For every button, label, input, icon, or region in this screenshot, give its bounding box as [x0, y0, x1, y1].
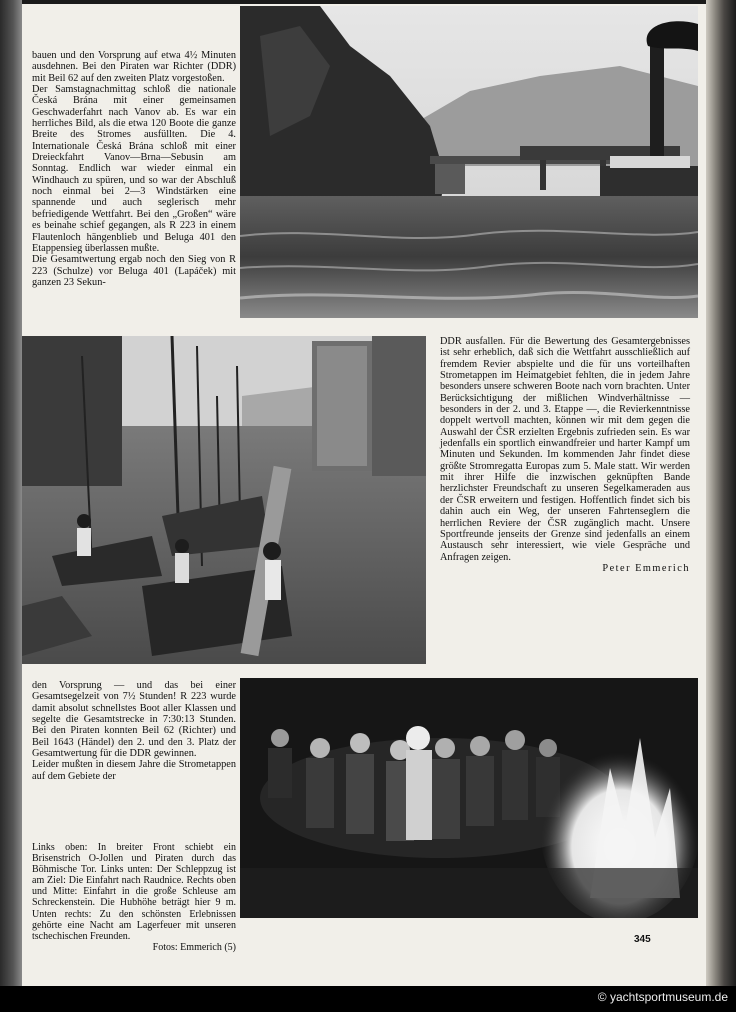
paragraph: bauen und den Vorsprung auf etwa 4½ Minuten ausdehnen. Bei den Piraten war Richter (DDR) mit Beil 62 auf den zweiten Platz vorgestoßen. [32, 50, 236, 84]
paragraph: Die Gesamtwertung ergab noch den Sieg von R 223 (Schulze) vor Beluga 401 (Lapáček) mit ganzen 23 Sekun- [32, 254, 236, 288]
magazine-page [22, 4, 706, 986]
photo-towed-boats-raudnice [22, 336, 426, 664]
author-signature: Peter Emmerich [602, 562, 690, 574]
book-spine-edge [706, 0, 736, 990]
paragraph: DDR ausfallen. Für die Bewertung des Gesamtergebnisses ist sehr erheblich, daß sich die Wettfahrt ausschließlich auf fremdem Revier abspielte und die für uns vorteilhaften Strometappen im Heimatgebiet fehlten, die in jedem Jahre besonders unsere schweren Boote nach vorn brachten. Unter Berücksichtigung der mißlichen Windverhältnisse — besonders in der 2. und 3. Etappe —, die Revierkenntnisse doppelt wertvoll machten, können wir mit dem gegen die Auswahl der ČSR erzielten Ergebnis zufrieden sein. Es war jedenfalls ein sportlich einwandfreier und harter Kampf um Minuten und Sekunden. Im kommenden Jahr findet diese größte Stromregatta Europas zum 5. Male statt. Wir werden mit ihrer Hilfe die inzwischen geknüpften Bande herzlichster Freundschaft zu unseren Segelkameraden aus der ČSR erweitern und festigen. Hoffentlich findet sich bis dahin auch ein Weg, der unseren Fahrtenseglern die herrlichen Reviere der ČSR zugänglich macht. Unsere Sportfreunde jenseits der Grenze sind jedenfalls an einem Austausch sehr interessiert, wie viele Gespräche und Anfragen zeigen. [440, 336, 690, 563]
caption-text: Links oben: In breiter Front schiebt ein Brisenstrich O-Jollen und Piraten durch das Böhmische Tor. Links unten: Der Schleppzug ist am Ziel: Die Einfahrt nach Raudnice. Rechts oben und Mitte: Einfahrt in die große Schleuse am Schreckenstein. Die Hubhöhe beträgt hier 9 m. Unten rechts: Zu den schönsten Erlebnissen gehörte eine Nacht am Lagerfeuer mit unseren tschechischen Freunden. [32, 842, 236, 942]
watermark-credit: © yachtsportmuseum.de [597, 990, 728, 1004]
photo-lock-schreckenstein [240, 6, 698, 318]
paragraph: Leider mußten in diesem Jahre die Strometappen auf dem Gebiete der [32, 759, 236, 782]
photo-caption [32, 842, 236, 953]
page-number: 345 [634, 934, 651, 945]
paragraph: den Vorsprung — und das bei einer Gesamtsegelzeit von 7½ Stunden! R 223 wurde damit absolut schnellstes Boot aller Klassen und segelte die Gesamtstrecke in 7:30:13 Stunden. Bei den Piraten konnten Beil 62 (Richter) und Beil 1643 (Händel) den 2. und den 3. Platz der Gesamtwertung für die DDR gewinnen. [32, 680, 236, 760]
article-column-3 [32, 680, 236, 782]
article-column-1 [32, 50, 236, 288]
photo-credit: Fotos: Emmerich (5) [152, 941, 236, 953]
paragraph: Der Samstagnachmittag schloß die nationale Česká Brána mit einer gemeinsamen Geschwaderfahrt nach Vanov ab. Es war ein herrliches Bild, als die etwa 120 Boote die ganze Breite des Stromes ausfüllten. Die 4. Internationale Česká Brána schloß mit einer Dreieckfahrt Vanov—Brna—Sebusin am Sonntag. Endlich war wieder einmal ein Windhauch zu spüren, und so war der Abschluß noch einmal bei 2—3 Windstärken eine spannende und auch seglerisch mehr befriedigende Wettfahrt. Bei den „Großen“ wäre es beinahe schief gegangen, als R 223 in einem Flautenloch hängenblieb und Beluga 401 den Etappensieg überlassen mußte. [32, 84, 236, 254]
photo-campfire-night [240, 678, 698, 918]
article-column-2 [440, 336, 690, 574]
book-left-edge [0, 0, 22, 990]
